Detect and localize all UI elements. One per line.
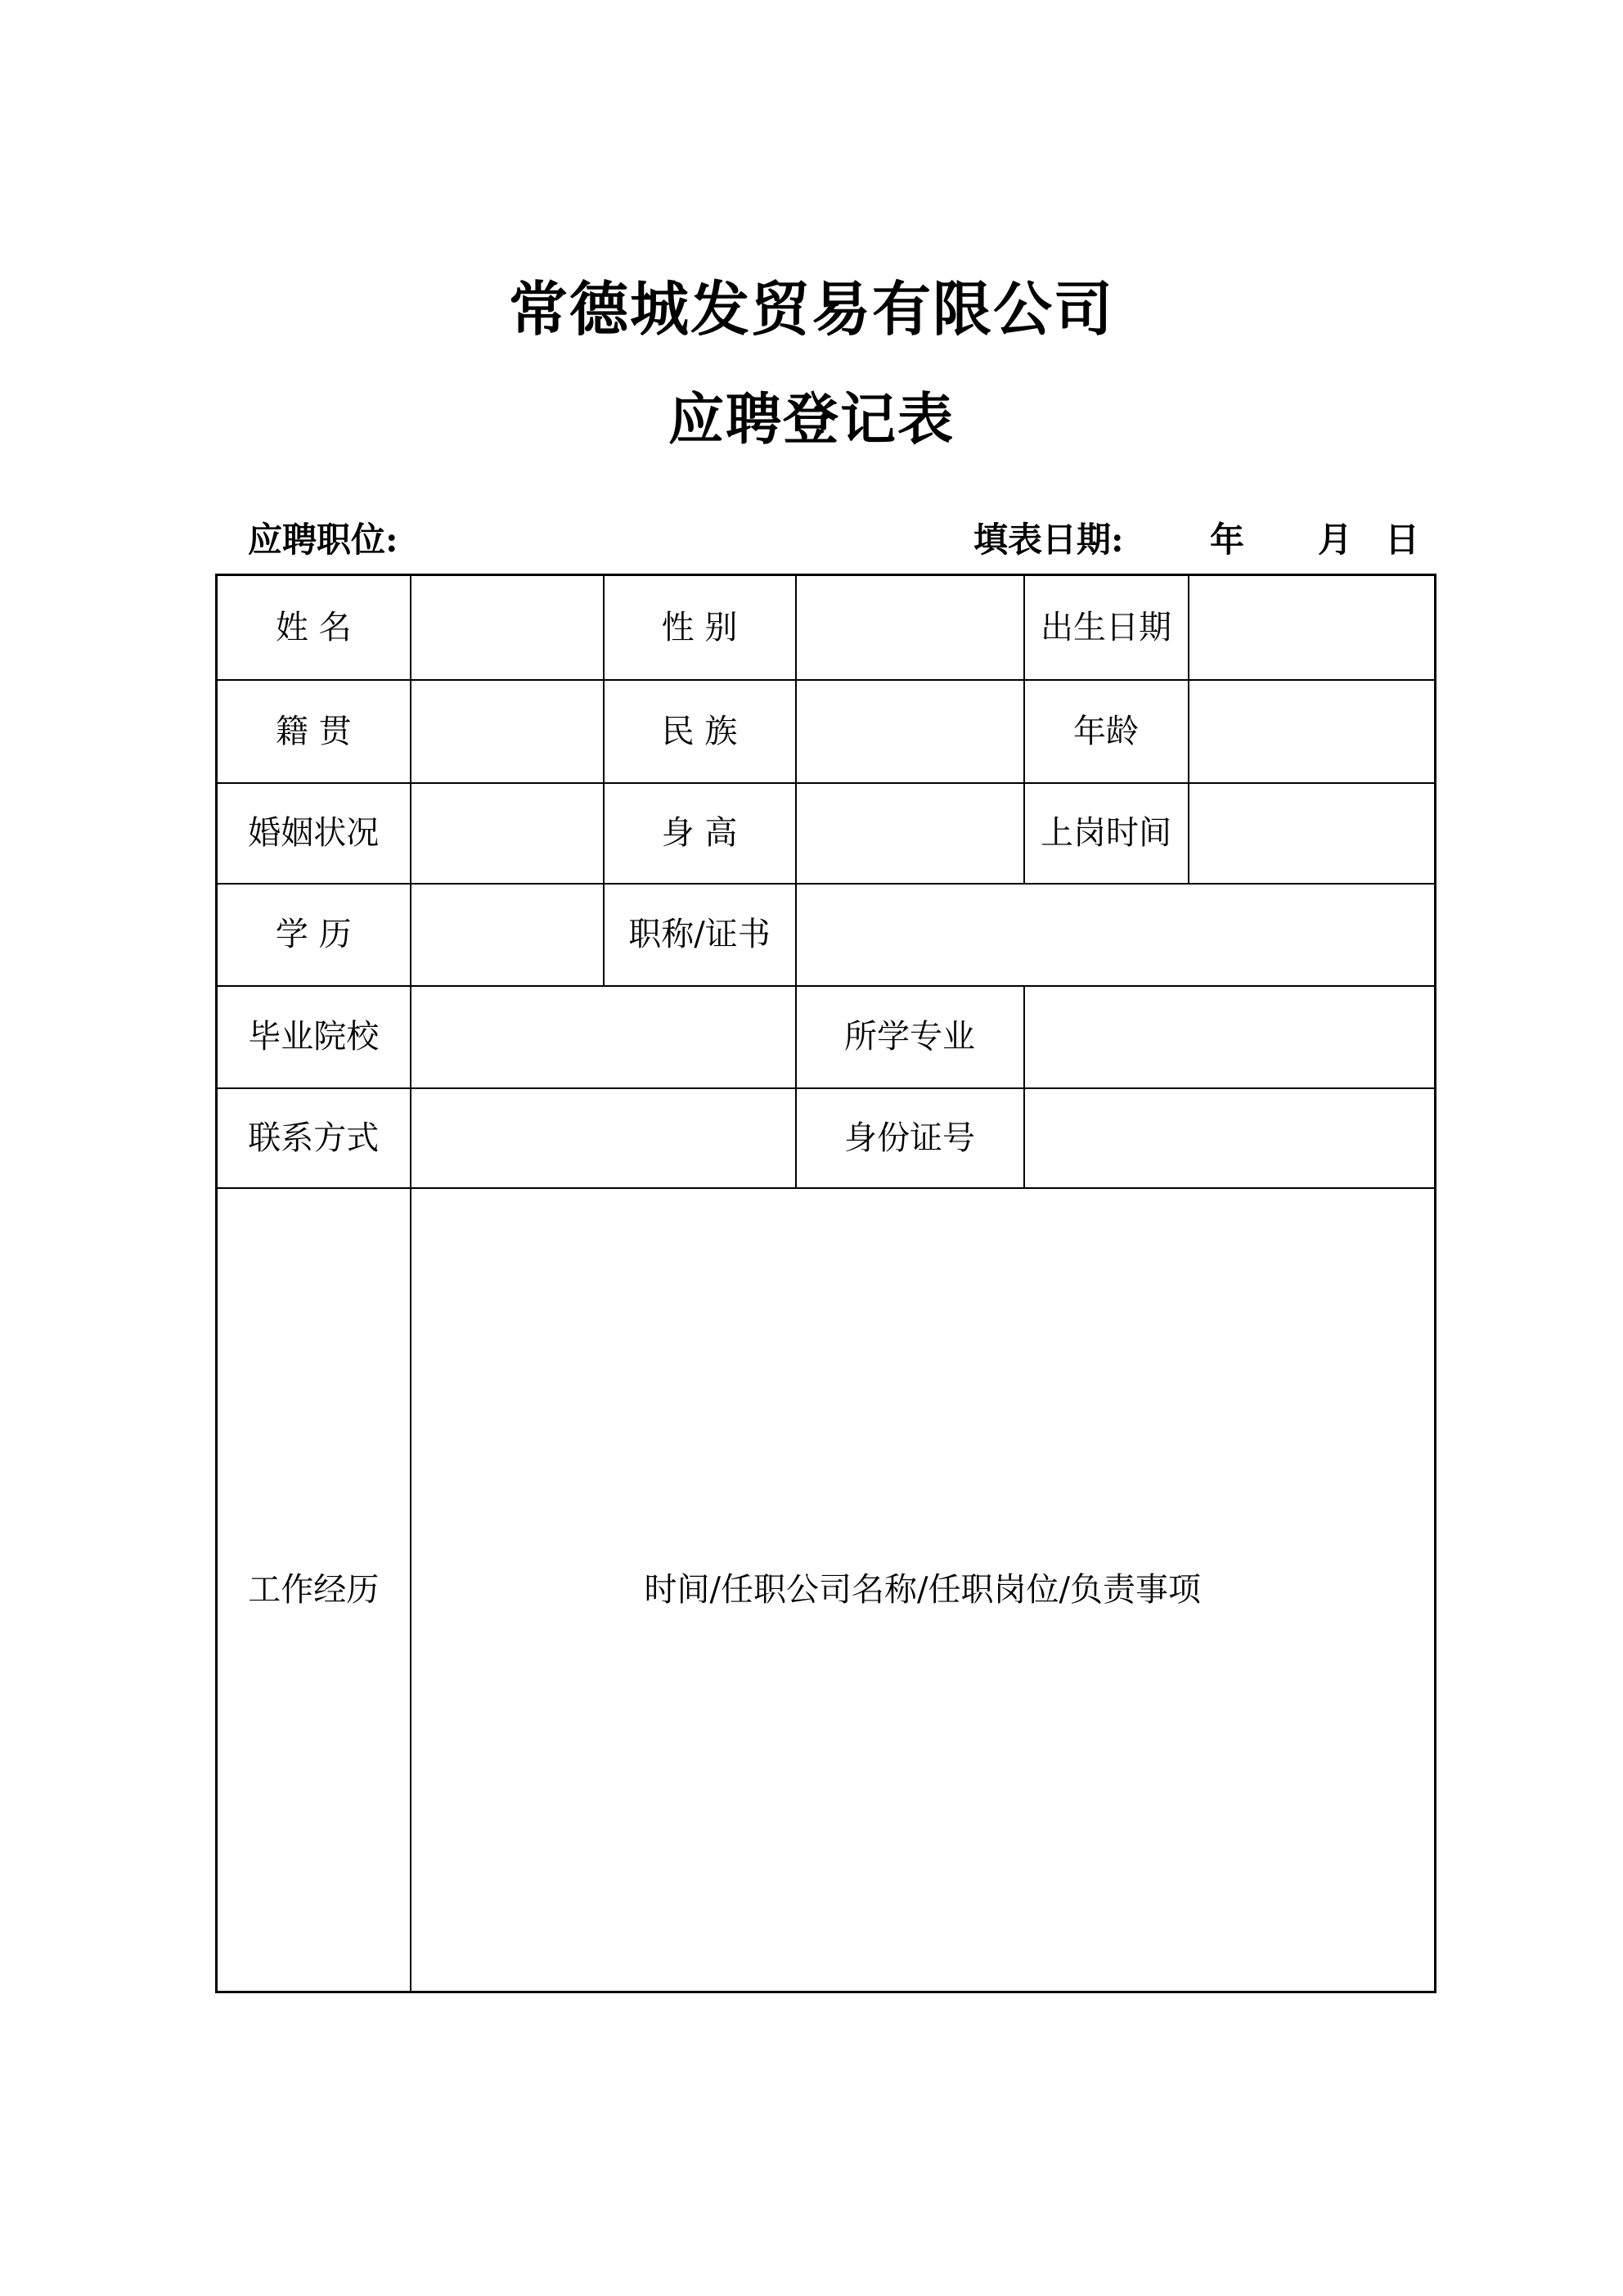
id-number-label: 身份证号 [796, 1088, 1024, 1188]
gender-label: 性 别 [604, 575, 796, 680]
work-experience-value-cell[interactable] [411, 1188, 1436, 1992]
height-label: 身 高 [604, 783, 796, 884]
contact-label: 联系方式 [217, 1088, 411, 1188]
table-row [217, 575, 1436, 680]
ethnicity-label: 民 族 [604, 680, 796, 783]
table-row [217, 986, 1436, 1088]
company-title: 常德城发贸易有限公司 [508, 274, 1114, 344]
birth-date-label: 出生日期 [1024, 575, 1189, 680]
birth-date-value-cell[interactable] [1189, 575, 1436, 680]
day-label: 日 [1385, 520, 1420, 560]
id-number-value-cell[interactable] [1024, 1088, 1436, 1188]
table-row [217, 1088, 1436, 1188]
work-experience-columns-hint: 时间/任职公司名称/任职岗位/负责事项 [644, 1570, 1201, 1609]
height-value-cell[interactable] [796, 783, 1024, 884]
marital-status-value-cell[interactable] [411, 783, 604, 884]
age-label: 年龄 [1024, 680, 1189, 783]
year-label: 年 [1210, 520, 1245, 560]
table-row [217, 884, 1436, 986]
native-place-label: 籍 贯 [217, 680, 411, 783]
work-experience-label: 工作经历 [217, 1188, 411, 1992]
graduate-school-label: 毕业院校 [217, 986, 411, 1088]
form-title: 应聘登记表 [668, 387, 955, 452]
major-label: 所学专业 [796, 986, 1024, 1088]
education-value-cell[interactable] [411, 884, 604, 986]
age-value-cell[interactable] [1189, 680, 1436, 783]
graduate-school-value-cell[interactable] [411, 986, 796, 1088]
position-label: 应聘职位: [248, 520, 398, 560]
name-label: 姓 名 [217, 575, 411, 680]
ethnicity-value-cell[interactable] [796, 680, 1024, 783]
start-time-value-cell[interactable] [1189, 783, 1436, 884]
meta-row [0, 515, 1623, 565]
start-time-label: 上岗时间 [1024, 783, 1189, 884]
name-value-cell[interactable] [411, 575, 604, 680]
education-label: 学 历 [217, 884, 411, 986]
application-form-table [215, 574, 1436, 1993]
major-value-cell[interactable] [1024, 986, 1436, 1088]
fill-date-label: 填表日期: [973, 520, 1124, 560]
gender-value-cell[interactable] [796, 575, 1024, 680]
table-row [217, 1188, 1436, 1992]
contact-value-cell[interactable] [411, 1088, 796, 1188]
marital-status-label: 婚姻状况 [217, 783, 411, 884]
month-label: 月 [1318, 520, 1353, 560]
table-row [217, 783, 1436, 884]
table-row [217, 680, 1436, 783]
title-cert-value-cell[interactable] [796, 884, 1436, 986]
native-place-value-cell[interactable] [411, 680, 604, 783]
title-cert-label: 职称/证书 [604, 884, 796, 986]
